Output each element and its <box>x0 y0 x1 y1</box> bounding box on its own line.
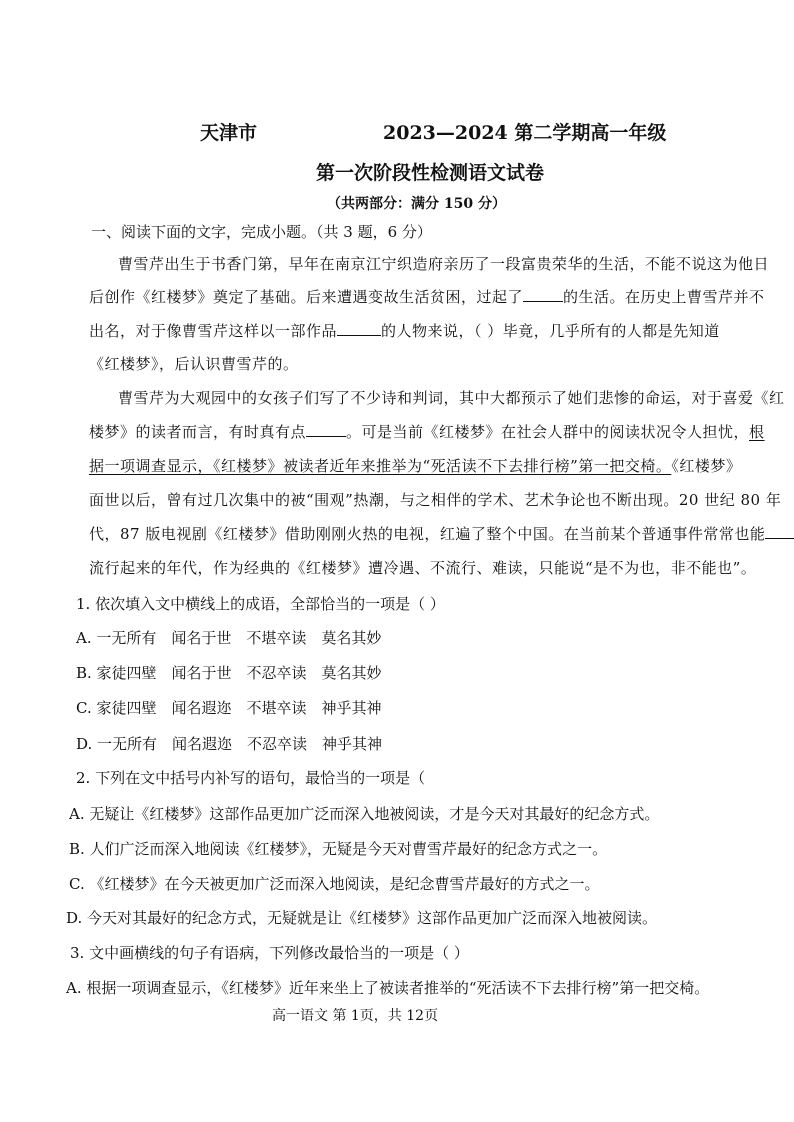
fill-blank-4 <box>765 523 794 539</box>
passage-line-3-part-a: 出名，对于像曹雪芹这样以一部作品 <box>89 322 338 340</box>
q1-stem: 1. 依次填入文中横线上的成语，全部恰当的一项是（ ） <box>76 595 445 613</box>
fill-blank-1 <box>523 286 563 302</box>
underlined-sentence-start: 根 <box>749 423 765 441</box>
passage-line-2-part-a: 后创作《红楼梦》奠定了基础。后来遭遇变故生活贫困，过起了 <box>89 288 524 306</box>
q1-option-b: B. 家徒四壁 闻名于世 不忍卒读 莫名其妙 <box>76 664 382 682</box>
passage-line-6-part-b: 。可是当前《红楼梦》在社会人群中的阅读状况令人担忧， <box>346 423 750 441</box>
q1-option-c: C. 家徒四壁 闻名遐迩 不堪卒读 神乎其神 <box>76 699 382 717</box>
passage-line-2 <box>89 286 765 307</box>
passage-line-3-part-b: 的人物来说，（ ）毕竟，几乎所有的人都是先知道 <box>381 322 720 340</box>
passage-line-5: 曹雪芹为大观园中的女孩子们写了不少诗和判词，其中大都预示了她们悲惨的命运，对于喜爱《红 <box>118 389 785 407</box>
passage-line-4: 《红楼梦》，后认识曹雪芹的。 <box>89 355 299 373</box>
q1-option-a: A. 一无所有 闻名于世 不堪卒读 莫名其妙 <box>76 629 382 647</box>
passage-line-7-part-b: 《红楼梦》 <box>671 457 742 475</box>
passage-line-10: 流行起来的年代，作为经典的《红楼梦》遭冷遇、不流行、难读，只能说“是不为也，非不能也”。 <box>89 559 757 577</box>
passage-line-3 <box>89 320 720 341</box>
header-title-line2: 第一次阶段性检测语文试卷 <box>316 162 545 184</box>
passage-line-8: 面世以后，曾有过几次集中的被“围观”热潮，与之相伴的学术、艺术争论也不断出现。20 世纪 80 年 <box>89 491 782 509</box>
fill-blank-3 <box>306 421 346 437</box>
q3-stem: 3. 文中画横线的句子有语病，下列修改最恰当的一项是（ ） <box>70 944 469 962</box>
page-footer: 高一语文 第 1页，共 12页 <box>272 1008 439 1024</box>
header-city: 天津市 <box>200 122 258 144</box>
fill-blank-2 <box>337 320 381 336</box>
header-subtitle: （共两部分：满分 150 分） <box>327 196 506 212</box>
q2-option-b: B. 人们广泛而深入地阅读《红楼梦》，无疑是今天对曹雪芹最好的纪念方式之一。 <box>69 840 608 858</box>
passage-line-9-text: 代，87 版电视剧《红楼梦》借助刚刚火热的电视，红遍了整个中国。在当前某个普通事件常常也能 <box>89 525 766 543</box>
q2-option-a: A. 无疑让《红楼梦》这部作品更加广泛而深入地被阅读，才是今天对其最好的纪念方式。 <box>69 805 660 823</box>
passage-line-1: 曹雪芹出生于书香门第，早年在南京江宁织造府亲历了一段富贵荣华的生活，不能不说这为他日 <box>118 255 770 273</box>
section1-heading: 一、阅读下面的文字，完成小题。（共 3 题，6 分） <box>91 223 432 241</box>
passage-line-7 <box>89 455 741 476</box>
passage-line-9 <box>89 523 794 544</box>
underlined-sentence: 据一项调查显示，《红楼梦》被读者近年来推举为“死活读不下去排行榜”第一把交椅。 <box>89 457 672 475</box>
q2-option-d: D. 今天对其最好的纪念方式，无疑就是让《红楼梦》这部作品更加广泛而深入地被阅读。 <box>66 909 658 927</box>
passage-line-6-part-a: 楼梦》的读者而言，有时真有点 <box>89 423 307 441</box>
q2-option-c: C. 《红楼梦》在今天被更加广泛而深入地阅读，是纪念曹雪芹最好的方式之一。 <box>69 875 600 893</box>
q3-option-a: A. 根据一项调查显示，《红楼梦》近年来坐上了被读者推举的“死活读不下去排行榜”第一把交椅。 <box>66 979 710 997</box>
header-title-line1: 2023—2024 第二学期高一年级 <box>383 122 667 144</box>
passage-line-2-part-b: 的生活。在历史上曹雪芹并不 <box>563 288 765 306</box>
q1-option-d: D. 一无所有 闻名遐迩 不忍卒读 神乎其神 <box>76 735 383 753</box>
q2-stem: 2. 下列在文中括号内补写的语句，最恰当的一项是（ <box>76 769 426 787</box>
passage-line-6 <box>89 421 765 442</box>
